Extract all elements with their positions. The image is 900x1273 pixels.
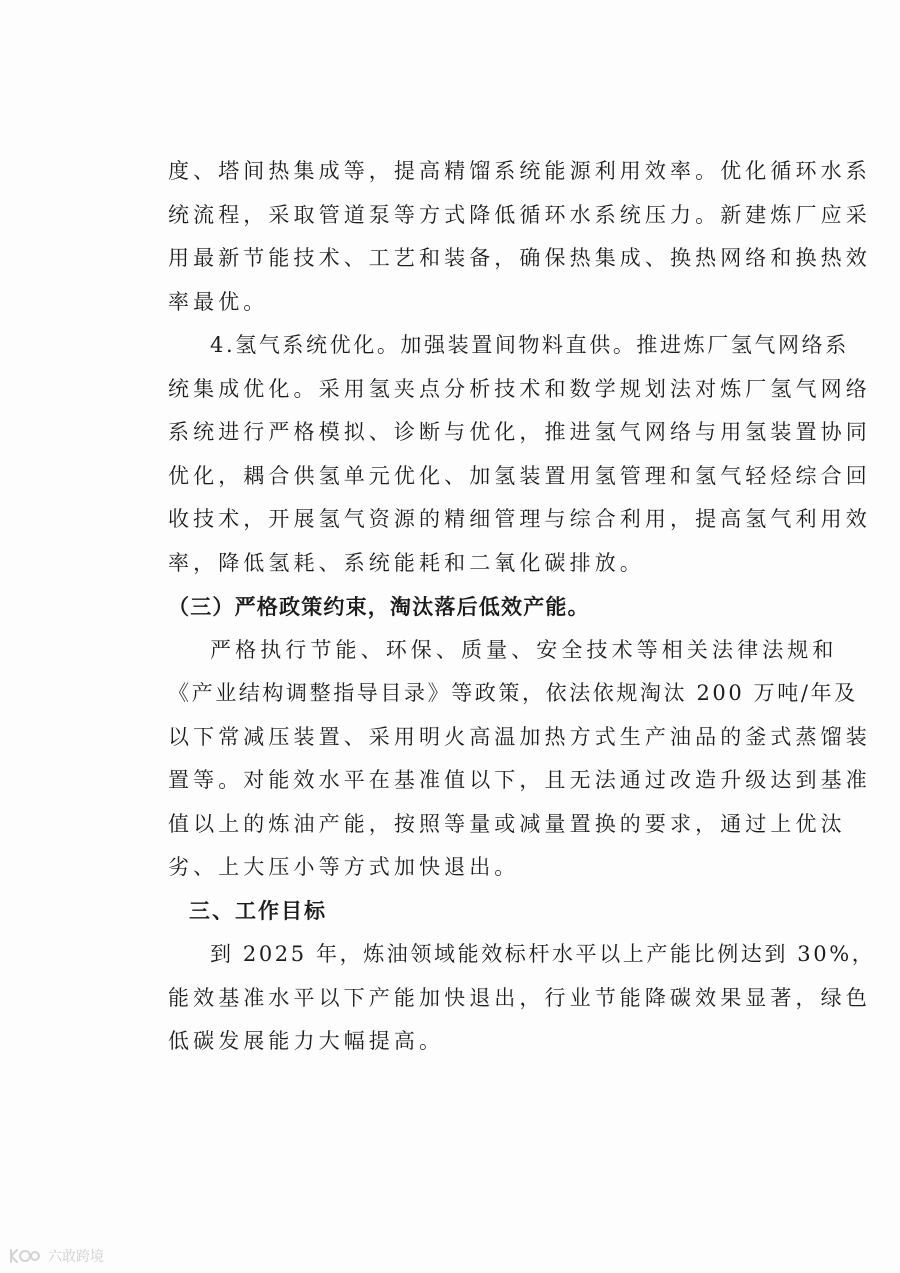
paragraph-line: 度、塔间热集成等，提高精馏系统能源利用效率。优化循环水系 bbox=[168, 159, 871, 183]
paragraph-line: 能效基准水平以下产能加快退出，行业节能降碳效果显著，绿色 bbox=[168, 985, 871, 1010]
paragraph-line: 低碳发展能力大幅提高。 bbox=[168, 1029, 445, 1053]
watermark bbox=[8, 1244, 104, 1268]
paragraph-line: 置等。对能效水平在基准值以下，且无法通过改造升级达到基准 bbox=[168, 768, 871, 792]
paragraph-line: 用最新节能技术、工艺和装备，确保热集成、换热网络和换热效 bbox=[168, 246, 871, 270]
paragraph-line: 收技术，开展氢气资源的精细管理与综合利用，提高氢气利用效 bbox=[168, 507, 871, 531]
document-body bbox=[168, 150, 876, 1064]
subsection-heading: （三）严格政策约束，淘汰落后低效产能。 bbox=[168, 594, 590, 619]
paragraph-line: 优化，耦合供氢单元优化、加氢装置用氢管理和氢气轻烃综合回 bbox=[168, 463, 871, 488]
paragraph-line: 以下常减压装置、采用明火高温加热方式生产油品的釜式蒸馏装 bbox=[168, 724, 871, 749]
watermark-text: 六敢跨境 bbox=[48, 1249, 104, 1265]
paragraph-line: 统流程，采取管道泵等方式降低循环水系统压力。新建炼厂应采 bbox=[168, 202, 871, 227]
paragraph-line: 值以上的炼油产能，按照等量或减量置换的要求，通过上优汰 bbox=[168, 811, 846, 836]
brand-logo-icon bbox=[8, 1246, 42, 1266]
paragraph-line: 到 2025 年，炼油领域能效标杆水平以上产能比例达到 30%， bbox=[210, 942, 876, 966]
paragraph-line: 系统进行严格模拟、诊断与优化，推进氢气网络与用氢装置协同 bbox=[168, 420, 871, 444]
paragraph-line: 4.氢气系统优化。加强装置间物料直供。推进炼厂氢气网络系 bbox=[210, 333, 849, 357]
paragraph-line: 《产业结构调整指导目录》等政策，依法依规淘汰 200 万吨/年及 bbox=[168, 681, 858, 705]
paragraph-line: 率最优。 bbox=[168, 289, 269, 314]
paragraph-line: 严格执行节能、环保、质量、安全技术等相关法律法规和 bbox=[210, 637, 838, 662]
paragraph-line: 统集成优化。采用氢夹点分析技术和数学规划法对炼厂氢气网络 bbox=[168, 376, 871, 401]
paragraph-line: 劣、上大压小等方式加快退出。 bbox=[168, 855, 520, 879]
section-heading: 三、工作目标 bbox=[189, 898, 327, 923]
paragraph-line: 率，降低氢耗、系统能耗和二氧化碳排放。 bbox=[168, 550, 645, 575]
